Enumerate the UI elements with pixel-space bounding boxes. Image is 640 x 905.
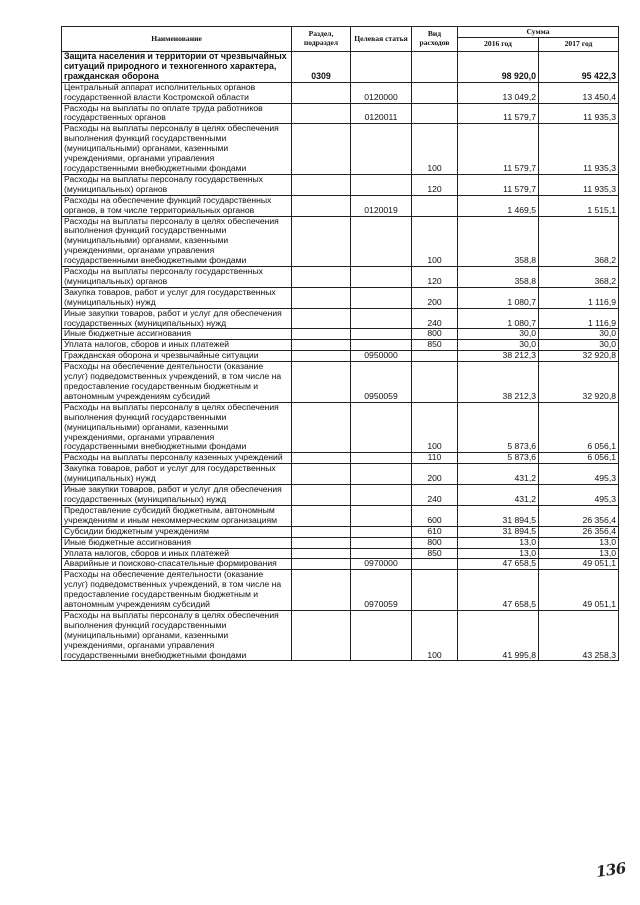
- table-row: [62, 52, 619, 83]
- row-sum-2017: 49 051,1: [539, 559, 619, 570]
- row-razdel: [292, 216, 351, 267]
- table-header-row: [62, 27, 619, 38]
- row-vid-rashodov: 100: [412, 124, 458, 175]
- row-celevaya-statya: [351, 537, 412, 548]
- row-sum-2016: 30,0: [458, 340, 539, 351]
- row-sum-2016: 5 873,6: [458, 402, 539, 453]
- row-razdel: [292, 453, 351, 464]
- row-name: Уплата налогов, сборов и иных платежей: [62, 340, 292, 351]
- row-razdel: [292, 526, 351, 537]
- row-name: Субсидии бюджетным учреждениям: [62, 526, 292, 537]
- row-vid-rashodov: 240: [412, 485, 458, 506]
- row-name: Закупка товаров, работ и услуг для государственных (муниципальных) нужд: [62, 464, 292, 485]
- row-name: Закупка товаров, работ и услуг для государственных (муниципальных) нужд: [62, 287, 292, 308]
- header-razdel: Раздел, подраздел: [292, 27, 351, 52]
- row-vid-rashodov: [412, 559, 458, 570]
- row-sum-2017: 495,3: [539, 485, 619, 506]
- row-name: Иные бюджетные ассигнования: [62, 537, 292, 548]
- row-name: Защита населения и территории от чрезвычайных ситуаций природного и техногенного характера, гражданская оборона: [62, 52, 292, 83]
- row-sum-2016: 431,2: [458, 464, 539, 485]
- row-vid-rashodov: [412, 351, 458, 362]
- row-razdel: [292, 329, 351, 340]
- row-sum-2017: 30,0: [539, 329, 619, 340]
- row-celevaya-statya: [351, 174, 412, 195]
- row-sum-2016: 47 658,5: [458, 559, 539, 570]
- header-name: Наименование: [62, 27, 292, 52]
- row-vid-rashodov: [412, 195, 458, 216]
- row-vid-rashodov: 600: [412, 505, 458, 526]
- row-razdel: [292, 362, 351, 403]
- row-name: Расходы на обеспечение деятельности (оказание услуг) подведомственных учреждений, в том числе на предоставление государственным бюджетным и автономным учреждениям субсидий: [62, 570, 292, 611]
- row-sum-2017: 13,0: [539, 548, 619, 559]
- table-row: [62, 124, 619, 175]
- budget-table: [61, 26, 619, 661]
- row-vid-rashodov: 800: [412, 537, 458, 548]
- row-name: Расходы на обеспечение деятельности (оказание услуг) подведомственных учреждений, в том числе на предоставление государственным бюджетным и автономным учреждениям субсидий: [62, 362, 292, 403]
- table-row: [62, 308, 619, 329]
- row-name: Расходы на выплаты персоналу государственных (муниципальных) органов: [62, 174, 292, 195]
- row-celevaya-statya: [351, 453, 412, 464]
- page-number: 136: [594, 859, 627, 881]
- row-celevaya-statya: [351, 505, 412, 526]
- row-name: Иные бюджетные ассигнования: [62, 329, 292, 340]
- row-sum-2017: 26 356,4: [539, 505, 619, 526]
- row-sum-2016: 38 212,3: [458, 362, 539, 403]
- row-sum-2016: 358,8: [458, 216, 539, 267]
- row-razdel: [292, 610, 351, 661]
- row-sum-2017: 6 056,1: [539, 402, 619, 453]
- table-row: [62, 340, 619, 351]
- header-year-2016: 2016 год: [458, 38, 539, 52]
- table-body: [62, 52, 619, 661]
- table-row: [62, 174, 619, 195]
- row-razdel: [292, 559, 351, 570]
- row-celevaya-statya: 0120011: [351, 103, 412, 124]
- row-celevaya-statya: [351, 548, 412, 559]
- row-sum-2016: 431,2: [458, 485, 539, 506]
- row-razdel: [292, 485, 351, 506]
- row-razdel: [292, 267, 351, 288]
- table-row: [62, 464, 619, 485]
- header-vid: Вид расходов: [412, 27, 458, 52]
- row-sum-2017: 11 935,3: [539, 103, 619, 124]
- row-sum-2016: 98 920,0: [458, 52, 539, 83]
- row-sum-2016: 30,0: [458, 329, 539, 340]
- row-sum-2016: 1 469,5: [458, 195, 539, 216]
- row-name: Расходы на выплаты персоналу в целях обеспечения выполнения функций государственными (муниципальными) органами, казенными учреждениями, органами управления государственными внебюджетными фондами: [62, 610, 292, 661]
- row-celevaya-statya: 0970059: [351, 570, 412, 611]
- row-vid-rashodov: 850: [412, 340, 458, 351]
- table-row: [62, 453, 619, 464]
- row-razdel: [292, 124, 351, 175]
- row-sum-2017: 95 422,3: [539, 52, 619, 83]
- row-name: Расходы на выплаты по оплате труда работников государственных органов: [62, 103, 292, 124]
- row-razdel: [292, 287, 351, 308]
- row-sum-2016: 13,0: [458, 548, 539, 559]
- budget-sheet: [61, 26, 618, 661]
- row-razdel: [292, 548, 351, 559]
- row-celevaya-statya: [351, 216, 412, 267]
- row-razdel: [292, 464, 351, 485]
- row-celevaya-statya: [351, 402, 412, 453]
- row-sum-2017: 32 920,8: [539, 362, 619, 403]
- row-sum-2017: 43 258,3: [539, 610, 619, 661]
- row-name: Расходы на обеспечение функций государственных органов, в том числе территориальных органов: [62, 195, 292, 216]
- row-sum-2016: 31 894,5: [458, 526, 539, 537]
- header-celevaya: Целевая статья: [351, 27, 412, 52]
- row-vid-rashodov: [412, 362, 458, 403]
- row-celevaya-statya: [351, 526, 412, 537]
- row-sum-2016: 11 579,7: [458, 124, 539, 175]
- row-vid-rashodov: 200: [412, 287, 458, 308]
- row-sum-2017: 49 051,1: [539, 570, 619, 611]
- header-summa: Сумма: [458, 27, 619, 38]
- row-celevaya-statya: [351, 124, 412, 175]
- row-vid-rashodov: 850: [412, 548, 458, 559]
- row-razdel: [292, 195, 351, 216]
- table-row: [62, 559, 619, 570]
- row-celevaya-statya: [351, 308, 412, 329]
- row-celevaya-statya: [351, 329, 412, 340]
- row-razdel: [292, 402, 351, 453]
- row-name: Иные закупки товаров, работ и услуг для обеспечения государственных (муниципальных) нужд: [62, 308, 292, 329]
- row-celevaya-statya: 0970000: [351, 559, 412, 570]
- table-row: [62, 505, 619, 526]
- row-vid-rashodov: 610: [412, 526, 458, 537]
- row-sum-2017: 368,2: [539, 267, 619, 288]
- row-sum-2016: 1 080,7: [458, 287, 539, 308]
- row-sum-2017: 30,0: [539, 340, 619, 351]
- row-sum-2016: 13 049,2: [458, 82, 539, 103]
- table-row: [62, 485, 619, 506]
- row-vid-rashodov: 200: [412, 464, 458, 485]
- row-sum-2016: 11 579,7: [458, 174, 539, 195]
- row-sum-2017: 32 920,8: [539, 351, 619, 362]
- row-vid-rashodov: 240: [412, 308, 458, 329]
- row-vid-rashodov: [412, 103, 458, 124]
- row-razdel: [292, 103, 351, 124]
- row-razdel: [292, 340, 351, 351]
- row-name: Расходы на выплаты персоналу в целях обеспечения выполнения функций государственными (муниципальными) органами, казенными учреждениями, органами управления государственными внебюджетными фондами: [62, 124, 292, 175]
- row-vid-rashodov: 120: [412, 267, 458, 288]
- row-celevaya-statya: [351, 267, 412, 288]
- row-celevaya-statya: [351, 340, 412, 351]
- table-row: [62, 570, 619, 611]
- header-year-2017: 2017 год: [539, 38, 619, 52]
- row-celevaya-statya: 0950059: [351, 362, 412, 403]
- table-row: [62, 362, 619, 403]
- row-sum-2016: 47 658,5: [458, 570, 539, 611]
- row-razdel: [292, 505, 351, 526]
- table-row: [62, 610, 619, 661]
- row-sum-2017: 13,0: [539, 537, 619, 548]
- row-sum-2017: 1 515,1: [539, 195, 619, 216]
- row-name: Аварийные и поисково-спасательные формирования: [62, 559, 292, 570]
- row-celevaya-statya: [351, 610, 412, 661]
- row-sum-2017: 13 450,4: [539, 82, 619, 103]
- table-row: [62, 537, 619, 548]
- row-sum-2017: 11 935,3: [539, 174, 619, 195]
- row-sum-2017: 1 116,9: [539, 308, 619, 329]
- table-row: [62, 267, 619, 288]
- row-name: Расходы на выплаты персоналу в целях обеспечения выполнения функций государственными (муниципальными) органами, казенными учреждениями, органами управления государственными внебюджетными фондами: [62, 402, 292, 453]
- row-sum-2016: 358,8: [458, 267, 539, 288]
- row-sum-2016: 11 579,7: [458, 103, 539, 124]
- row-vid-rashodov: [412, 82, 458, 103]
- row-razdel: [292, 174, 351, 195]
- table-row: [62, 526, 619, 537]
- row-vid-rashodov: [412, 570, 458, 611]
- row-name: Центральный аппарат исполнительных органов государственной власти Костромской области: [62, 82, 292, 103]
- row-sum-2016: 41 995,8: [458, 610, 539, 661]
- row-razdel: [292, 537, 351, 548]
- row-vid-rashodov: 800: [412, 329, 458, 340]
- row-celevaya-statya: [351, 52, 412, 83]
- table-row: [62, 351, 619, 362]
- row-name: Иные закупки товаров, работ и услуг для обеспечения государственных (муниципальных) нужд: [62, 485, 292, 506]
- row-sum-2017: 6 056,1: [539, 453, 619, 464]
- row-razdel: [292, 570, 351, 611]
- row-celevaya-statya: 0950000: [351, 351, 412, 362]
- row-sum-2016: 31 894,5: [458, 505, 539, 526]
- row-name: Расходы на выплаты персоналу казенных учреждений: [62, 453, 292, 464]
- row-vid-rashodov: 100: [412, 610, 458, 661]
- row-sum-2017: 26 356,4: [539, 526, 619, 537]
- row-razdel: [292, 82, 351, 103]
- row-sum-2016: 1 080,7: [458, 308, 539, 329]
- row-name: Предоставление субсидий бюджетным, автономным учреждениям и иным некоммерческим организациям: [62, 505, 292, 526]
- table-row: [62, 287, 619, 308]
- row-celevaya-statya: [351, 485, 412, 506]
- row-vid-rashodov: 110: [412, 453, 458, 464]
- table-row: [62, 548, 619, 559]
- row-celevaya-statya: 0120000: [351, 82, 412, 103]
- row-vid-rashodov: 100: [412, 402, 458, 453]
- row-sum-2017: 11 935,3: [539, 124, 619, 175]
- row-sum-2017: 368,2: [539, 216, 619, 267]
- row-vid-rashodov: [412, 52, 458, 83]
- row-name: Расходы на выплаты персоналу в целях обеспечения выполнения функций государственными (муниципальными) органами, казенными учреждениями, органами управления государственными внебюджетными фондами: [62, 216, 292, 267]
- row-sum-2016: 13,0: [458, 537, 539, 548]
- row-sum-2017: 1 116,9: [539, 287, 619, 308]
- table-row: [62, 329, 619, 340]
- row-vid-rashodov: 100: [412, 216, 458, 267]
- row-sum-2016: 5 873,6: [458, 453, 539, 464]
- row-celevaya-statya: 0120019: [351, 195, 412, 216]
- row-name: Уплата налогов, сборов и иных платежей: [62, 548, 292, 559]
- table-row: [62, 103, 619, 124]
- table-row: [62, 402, 619, 453]
- row-celevaya-statya: [351, 464, 412, 485]
- row-vid-rashodov: 120: [412, 174, 458, 195]
- row-name: Расходы на выплаты персоналу государственных (муниципальных) органов: [62, 267, 292, 288]
- row-razdel: [292, 308, 351, 329]
- table-row: [62, 195, 619, 216]
- table-row: [62, 82, 619, 103]
- row-sum-2017: 495,3: [539, 464, 619, 485]
- row-celevaya-statya: [351, 287, 412, 308]
- row-sum-2016: 38 212,3: [458, 351, 539, 362]
- table-row: [62, 216, 619, 267]
- row-name: Гражданская оборона и чрезвычайные ситуации: [62, 351, 292, 362]
- row-razdel: [292, 351, 351, 362]
- row-razdel: 0309: [292, 52, 351, 83]
